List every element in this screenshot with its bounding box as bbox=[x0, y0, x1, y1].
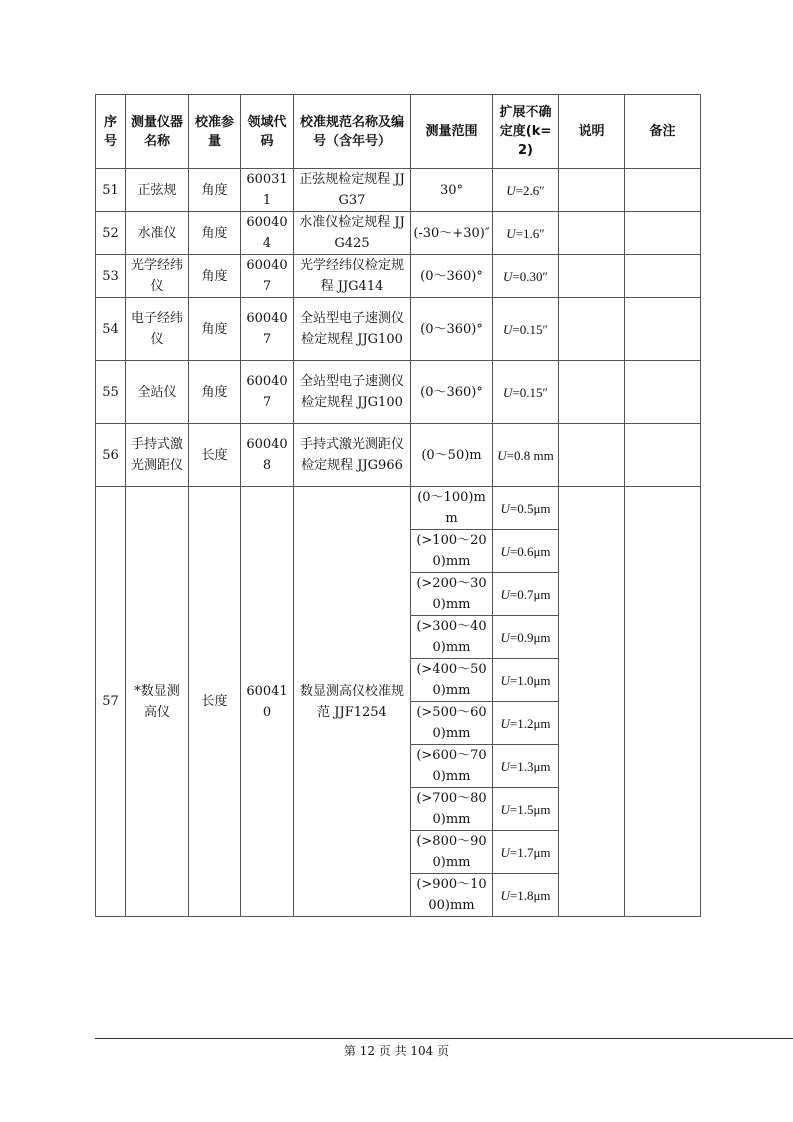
row-no: 52 bbox=[96, 212, 126, 255]
table-row bbox=[96, 298, 701, 361]
measure-range: (>300～400)mm bbox=[411, 616, 493, 659]
uncertainty-value: =1.6″ bbox=[515, 225, 545, 241]
measure-range: (0～360)° bbox=[411, 298, 493, 361]
uncertainty-symbol: U bbox=[500, 543, 510, 559]
uncertainty-value: =2.6″ bbox=[515, 182, 545, 198]
measure-range: (0～360)° bbox=[411, 255, 493, 298]
header-spec: 校准规范名称及编号（含年号） bbox=[294, 95, 411, 169]
note-cell bbox=[559, 169, 625, 212]
uncertainty-value: =0.5μm bbox=[509, 500, 551, 516]
uncertainty-symbol: U bbox=[500, 586, 510, 602]
remark-cell bbox=[625, 169, 701, 212]
uncertainty-value: =1.2μm bbox=[509, 715, 551, 731]
measure-range: (>800～900)mm bbox=[411, 831, 493, 874]
uncertainty-symbol: U bbox=[500, 715, 510, 731]
footer-divider bbox=[95, 1038, 793, 1039]
note-cell bbox=[559, 298, 625, 361]
measure-range: (>700～800)mm bbox=[411, 788, 493, 831]
spec-name: 水准仪检定规程 JJG425 bbox=[294, 212, 411, 255]
uncertainty-cell bbox=[493, 831, 559, 874]
uncertainty-value: =0.6μm bbox=[509, 543, 551, 559]
measure-range: (>200～300)mm bbox=[411, 573, 493, 616]
remark-cell bbox=[625, 212, 701, 255]
calibration-param: 长度 bbox=[189, 424, 241, 487]
domain-code: 600407 bbox=[241, 255, 294, 298]
remark-cell bbox=[625, 487, 701, 917]
header-name: 测量仪器名称 bbox=[126, 95, 189, 169]
calibration-param: 角度 bbox=[189, 298, 241, 361]
calibration-param: 长度 bbox=[189, 487, 241, 917]
uncertainty-symbol: U bbox=[500, 672, 510, 688]
header-param: 校准参量 bbox=[189, 95, 241, 169]
uncertainty-cell bbox=[493, 788, 559, 831]
row-no: 53 bbox=[96, 255, 126, 298]
row-no: 54 bbox=[96, 298, 126, 361]
instrument-name: 全站仪 bbox=[126, 361, 189, 424]
note-cell bbox=[559, 255, 625, 298]
row-no: 57 bbox=[96, 487, 126, 917]
row-no: 56 bbox=[96, 424, 126, 487]
header-remark: 备注 bbox=[625, 95, 701, 169]
uncertainty-cell bbox=[493, 169, 559, 212]
domain-code: 600311 bbox=[241, 169, 294, 212]
table-row bbox=[96, 361, 701, 424]
header-note: 说明 bbox=[559, 95, 625, 169]
uncertainty-symbol: U bbox=[503, 384, 513, 400]
row-no: 51 bbox=[96, 169, 126, 212]
measure-range: (0～50)m bbox=[411, 424, 493, 487]
uncertainty-cell bbox=[493, 530, 559, 573]
header-no: 序号 bbox=[96, 95, 126, 169]
uncertainty-cell bbox=[493, 298, 559, 361]
domain-code: 600408 bbox=[241, 424, 294, 487]
table-row bbox=[96, 255, 701, 298]
measure-range: (0～100)mm bbox=[411, 487, 493, 530]
uncertainty-value: =0.8 mm bbox=[506, 447, 554, 463]
calibration-param: 角度 bbox=[189, 169, 241, 212]
header-uncertainty: 扩展不确定度(k=2) bbox=[493, 95, 559, 169]
uncertainty-symbol: U bbox=[506, 182, 516, 198]
uncertainty-value: =1.5μm bbox=[509, 801, 551, 817]
uncertainty-symbol: U bbox=[503, 321, 513, 337]
instrument-name: 电子经纬仪 bbox=[126, 298, 189, 361]
uncertainty-cell bbox=[493, 702, 559, 745]
spec-name: 全站型电子速测仪检定规程 JJG100 bbox=[294, 298, 411, 361]
uncertainty-cell bbox=[493, 659, 559, 702]
uncertainty-value: =0.7μm bbox=[509, 586, 551, 602]
measure-range: (>400～500)mm bbox=[411, 659, 493, 702]
note-cell bbox=[559, 212, 625, 255]
calibration-table bbox=[95, 94, 701, 917]
page-footer: 第 12 页 共 104 页 bbox=[343, 1044, 450, 1058]
uncertainty-value: =0.15″ bbox=[512, 384, 548, 400]
uncertainty-symbol: U bbox=[503, 268, 513, 284]
uncertainty-cell bbox=[493, 255, 559, 298]
instrument-name: 光学经纬仪 bbox=[126, 255, 189, 298]
domain-code: 600407 bbox=[241, 298, 294, 361]
uncertainty-cell bbox=[493, 745, 559, 788]
spec-name: 光学经纬仪检定规程 JJG414 bbox=[294, 255, 411, 298]
measure-range: (-30～+30)″ bbox=[411, 212, 493, 255]
remark-cell bbox=[625, 361, 701, 424]
spec-name: 手持式激光测距仪检定规程 JJG966 bbox=[294, 424, 411, 487]
note-cell bbox=[559, 487, 625, 917]
uncertainty-symbol: U bbox=[506, 225, 516, 241]
row-no: 55 bbox=[96, 361, 126, 424]
uncertainty-value: =1.0μm bbox=[509, 672, 551, 688]
table-row bbox=[96, 212, 701, 255]
uncertainty-cell bbox=[493, 424, 559, 487]
uncertainty-symbol: U bbox=[500, 887, 510, 903]
uncertainty-value: =1.7μm bbox=[509, 844, 551, 860]
uncertainty-value: =0.30″ bbox=[512, 268, 548, 284]
uncertainty-symbol: U bbox=[500, 801, 510, 817]
calibration-param: 角度 bbox=[189, 361, 241, 424]
note-cell bbox=[559, 361, 625, 424]
measure-range: (>600～700)mm bbox=[411, 745, 493, 788]
table-row bbox=[96, 169, 701, 212]
calibration-param: 角度 bbox=[189, 212, 241, 255]
uncertainty-cell bbox=[493, 616, 559, 659]
uncertainty-symbol: U bbox=[500, 758, 510, 774]
measure-range: (0～360)° bbox=[411, 361, 493, 424]
measure-range: 30° bbox=[411, 169, 493, 212]
domain-code: 600410 bbox=[241, 487, 294, 917]
remark-cell bbox=[625, 424, 701, 487]
remark-cell bbox=[625, 255, 701, 298]
domain-code: 600404 bbox=[241, 212, 294, 255]
uncertainty-symbol: U bbox=[497, 447, 507, 463]
note-cell bbox=[559, 424, 625, 487]
header-range: 测量范围 bbox=[411, 95, 493, 169]
uncertainty-symbol: U bbox=[500, 844, 510, 860]
instrument-name: 正弦规 bbox=[126, 169, 189, 212]
uncertainty-cell bbox=[493, 212, 559, 255]
instrument-name: 手持式激光测距仪 bbox=[126, 424, 189, 487]
header-row bbox=[96, 95, 701, 169]
calibration-param: 角度 bbox=[189, 255, 241, 298]
remark-cell bbox=[625, 298, 701, 361]
measure-range: (>900～1000)mm bbox=[411, 874, 493, 917]
uncertainty-value: =1.3μm bbox=[509, 758, 551, 774]
table-row bbox=[96, 487, 701, 530]
uncertainty-cell bbox=[493, 573, 559, 616]
uncertainty-value: =0.9μm bbox=[509, 629, 551, 645]
instrument-name: *数显测高仪 bbox=[126, 487, 189, 917]
spec-name: 数显测高仪校准规范 JJF1254 bbox=[294, 487, 411, 917]
uncertainty-cell bbox=[493, 361, 559, 424]
uncertainty-value: =0.15″ bbox=[512, 321, 548, 337]
uncertainty-cell bbox=[493, 874, 559, 917]
instrument-name: 水准仪 bbox=[126, 212, 189, 255]
uncertainty-cell bbox=[493, 487, 559, 530]
spec-name: 全站型电子速测仪检定规程 JJG100 bbox=[294, 361, 411, 424]
measure-range: (>500～600)mm bbox=[411, 702, 493, 745]
measure-range: (>100～200)mm bbox=[411, 530, 493, 573]
spec-name: 正弦规检定规程 JJG37 bbox=[294, 169, 411, 212]
header-code: 领域代码 bbox=[241, 95, 294, 169]
table-row bbox=[96, 424, 701, 487]
uncertainty-value: =1.8μm bbox=[509, 887, 551, 903]
uncertainty-symbol: U bbox=[500, 629, 510, 645]
domain-code: 600407 bbox=[241, 361, 294, 424]
uncertainty-symbol: U bbox=[500, 500, 510, 516]
